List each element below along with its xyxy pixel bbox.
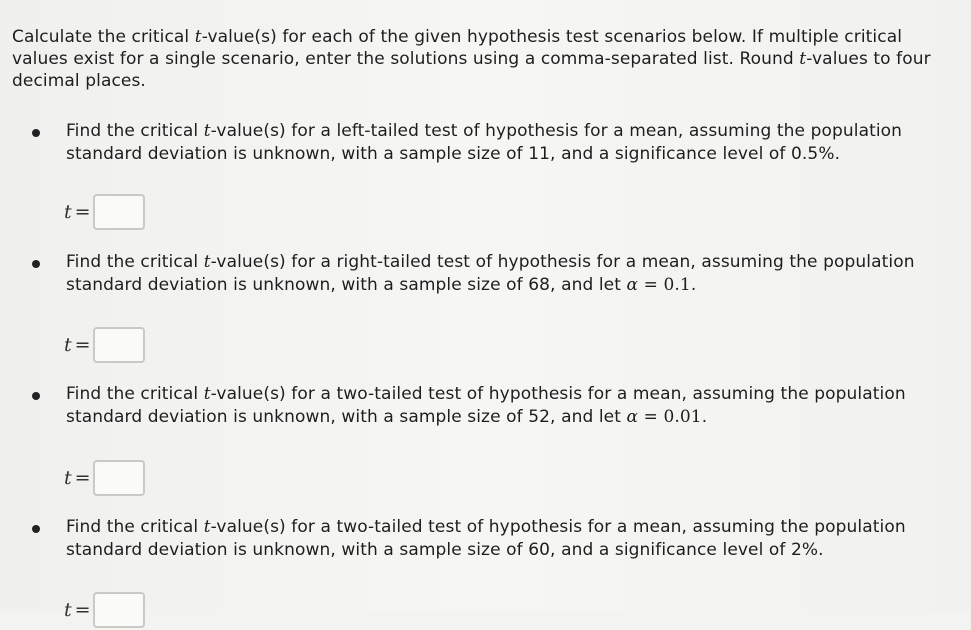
question-3-text-end: .	[701, 407, 708, 427]
answer-1	[64, 192, 145, 232]
question-3-text-b: -value(s) for a two-tailed test of hypothesis for a mean, assuming the population standard deviation is unknown, with a sample size of 52, and let	[66, 384, 906, 427]
answer-4-input[interactable]	[93, 592, 145, 628]
answer-1-equals-sign: =	[74, 201, 91, 223]
question-3-alpha-value: 0.01	[663, 407, 702, 427]
question-3-t-variable: t	[203, 384, 211, 404]
question-2-text-a: Find the critical	[66, 252, 204, 272]
answer-2-t-label: t	[64, 334, 72, 356]
question-1-text	[66, 120, 936, 166]
question-3-alpha-equals: =	[638, 407, 664, 427]
question-1-t-variable: t	[203, 121, 211, 141]
question-1-text-b: -value(s) for a left-tailed test of hypothesis for a mean, assuming the population standard deviation is unknown, with a sample size of 11, and a significance level of 0.5%.	[66, 121, 903, 164]
bullet-icon	[32, 525, 40, 533]
answer-3	[64, 458, 145, 498]
question-3-text	[66, 383, 936, 429]
instructions-part-1: Calculate the critical	[12, 27, 195, 47]
answer-3-t-label: t	[64, 467, 72, 489]
answer-3-input[interactable]	[93, 460, 145, 496]
answer-4-t-label: t	[64, 599, 72, 621]
bullet-icon	[32, 129, 40, 137]
instructions-t-variable: t	[194, 27, 202, 47]
instructions-part-2: -value(s) for each of the given hypothesis test scenarios below. If multiple critical values exist for a single scenario, enter the solutions using a comma-separated list. Round	[12, 27, 903, 69]
question-2-t-variable: t	[203, 252, 211, 272]
answer-1-t-label: t	[64, 201, 72, 223]
question-4-text-a: Find the critical	[66, 517, 204, 537]
question-3-text-a: Find the critical	[66, 384, 204, 404]
answer-2-equals-sign: =	[74, 334, 91, 356]
answer-4	[64, 590, 145, 630]
question-4-text-b: -value(s) for a two-tailed test of hypothesis for a mean, assuming the population standard deviation is unknown, with a sample size of 60, and a significance level of 2%.	[66, 517, 906, 560]
question-2-text	[66, 251, 936, 297]
instructions-part-3: -values to four decimal places.	[12, 49, 931, 91]
question-2-alpha-equals: =	[638, 275, 664, 295]
question-2-alpha-symbol: α	[626, 275, 639, 295]
answer-3-equals-sign: =	[74, 467, 91, 489]
question-4-t-variable: t	[203, 517, 211, 537]
question-2-text-end: .	[690, 275, 697, 295]
question-4-text	[66, 516, 936, 562]
question-2-text-b: -value(s) for a right-tailed test of hypothesis for a mean, assuming the population standard deviation is unknown, with a sample size of 68, and let	[66, 252, 915, 295]
answer-2-input[interactable]	[93, 327, 145, 363]
answer-1-input[interactable]	[93, 194, 145, 230]
answer-4-equals-sign: =	[74, 599, 91, 621]
instructions-text	[12, 26, 957, 92]
answer-2	[64, 325, 145, 365]
instructions-t-variable-2: t	[799, 49, 807, 69]
question-3-alpha-symbol: α	[626, 407, 639, 427]
bullet-icon	[32, 392, 40, 400]
bullet-icon	[32, 260, 40, 268]
question-2-alpha-value: 0.1	[663, 275, 691, 295]
question-1-text-a: Find the critical	[66, 121, 204, 141]
